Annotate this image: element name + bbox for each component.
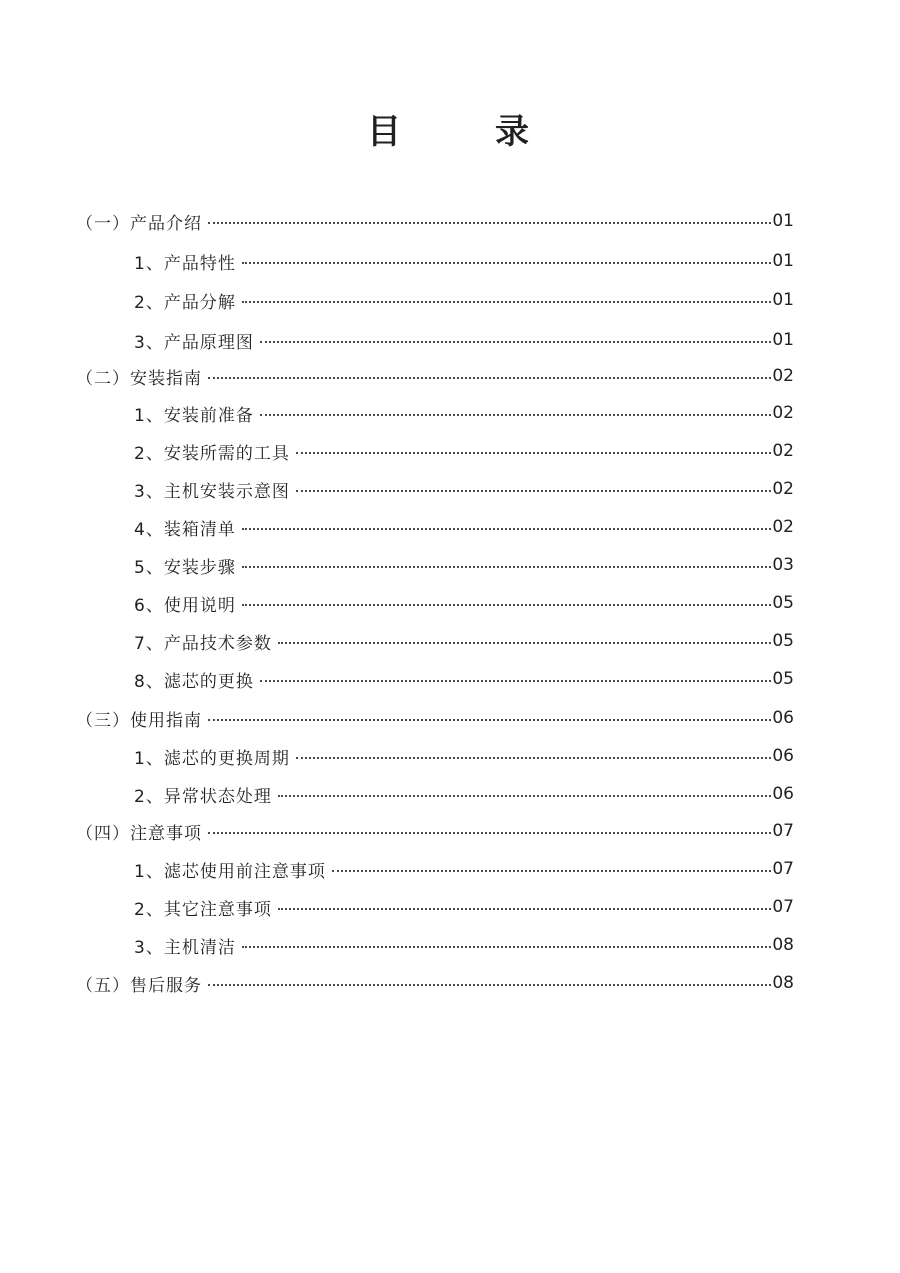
- toc-page-number: 06: [772, 784, 794, 804]
- toc-section-label: （四）注意事项: [76, 823, 202, 844]
- toc-item-label: 8、滤芯的更换: [134, 671, 254, 692]
- dot-leader: [242, 566, 772, 568]
- toc-item-label: 2、安装所需的工具: [134, 443, 290, 464]
- toc-page-number: 07: [772, 897, 794, 917]
- dot-leader: [296, 452, 772, 454]
- toc-page-number: 06: [772, 708, 794, 728]
- toc-section-5[interactable]: [76, 970, 794, 996]
- toc-item-label: 1、安装前准备: [134, 405, 254, 426]
- dot-leader: [242, 946, 772, 948]
- dot-leader: [242, 301, 772, 303]
- dot-leader: [278, 908, 772, 910]
- toc-page-number: 08: [772, 973, 794, 993]
- toc-page-number: 02: [772, 403, 794, 423]
- toc-page-number: 07: [772, 821, 794, 841]
- dot-leader: [296, 757, 772, 759]
- toc-item[interactable]: [134, 327, 794, 353]
- dot-leader: [208, 377, 771, 379]
- toc-item[interactable]: [134, 781, 794, 807]
- toc-item[interactable]: [134, 514, 794, 540]
- toc-page-number: 02: [772, 517, 794, 537]
- toc-page-number: 07: [772, 859, 794, 879]
- dot-leader: [208, 832, 771, 834]
- toc-item-label: 6、使用说明: [134, 595, 236, 616]
- toc-section-label: （二）安装指南: [76, 368, 202, 389]
- dot-leader: [278, 642, 772, 644]
- toc-item[interactable]: [134, 590, 794, 616]
- toc-page-number: 01: [772, 330, 794, 350]
- toc-item[interactable]: [134, 476, 794, 502]
- toc-page-number: 02: [772, 441, 794, 461]
- toc-page-number: 02: [772, 366, 794, 386]
- dot-leader: [332, 870, 772, 872]
- dot-leader: [208, 719, 771, 721]
- toc-section-1[interactable]: [76, 208, 794, 234]
- toc-item[interactable]: [134, 438, 794, 464]
- toc-section-3[interactable]: [76, 705, 794, 731]
- toc-item-label: 7、产品技术参数: [134, 633, 272, 654]
- toc-page-number: 05: [772, 631, 794, 651]
- toc-item-label: 3、主机清洁: [134, 937, 236, 958]
- toc-page-number: 06: [772, 746, 794, 766]
- toc-page-number: 01: [772, 251, 794, 271]
- toc-item[interactable]: [134, 287, 794, 313]
- dot-leader: [242, 262, 772, 264]
- dot-leader: [242, 604, 772, 606]
- toc-section-label: （五）售后服务: [76, 975, 202, 996]
- toc-page-number: 05: [772, 593, 794, 613]
- dot-leader: [208, 984, 771, 986]
- toc-item-label: 1、滤芯的更换周期: [134, 748, 290, 769]
- toc-item[interactable]: [134, 932, 794, 958]
- dot-leader: [260, 341, 772, 343]
- page-title: 目 录: [367, 112, 559, 152]
- toc-item[interactable]: [134, 248, 794, 274]
- toc-item-label: 2、产品分解: [134, 292, 236, 313]
- toc-item[interactable]: [134, 894, 794, 920]
- toc-item[interactable]: [134, 856, 794, 882]
- toc-item[interactable]: [134, 666, 794, 692]
- toc-item[interactable]: [134, 628, 794, 654]
- toc-item-label: 1、产品特性: [134, 253, 236, 274]
- toc-page-number: 01: [772, 211, 794, 231]
- dot-leader: [260, 414, 772, 416]
- toc-item-label: 3、主机安装示意图: [134, 481, 290, 502]
- dot-leader: [242, 528, 772, 530]
- toc-item-label: 3、产品原理图: [134, 332, 254, 353]
- toc-item[interactable]: [134, 743, 794, 769]
- toc-item[interactable]: [134, 552, 794, 578]
- dot-leader: [296, 490, 772, 492]
- dot-leader: [278, 795, 772, 797]
- toc-section-label: （一）产品介绍: [76, 213, 202, 234]
- toc-item-label: 5、安装步骤: [134, 557, 236, 578]
- toc-item-label: 2、异常状态处理: [134, 786, 272, 807]
- toc-page-number: 08: [772, 935, 794, 955]
- toc-page-number: 03: [772, 555, 794, 575]
- toc-item-label: 1、滤芯使用前注意事项: [134, 861, 326, 882]
- toc-page-number: 05: [772, 669, 794, 689]
- toc-page-number: 01: [772, 290, 794, 310]
- toc-page-number: 02: [772, 479, 794, 499]
- toc-section-2[interactable]: [76, 363, 794, 389]
- toc-item-label: 4、装箱清单: [134, 519, 236, 540]
- toc-item-label: 2、其它注意事项: [134, 899, 272, 920]
- toc-section-4[interactable]: [76, 818, 794, 844]
- dot-leader: [208, 222, 771, 224]
- toc-section-label: （三）使用指南: [76, 710, 202, 731]
- dot-leader: [260, 680, 772, 682]
- toc-item[interactable]: [134, 400, 794, 426]
